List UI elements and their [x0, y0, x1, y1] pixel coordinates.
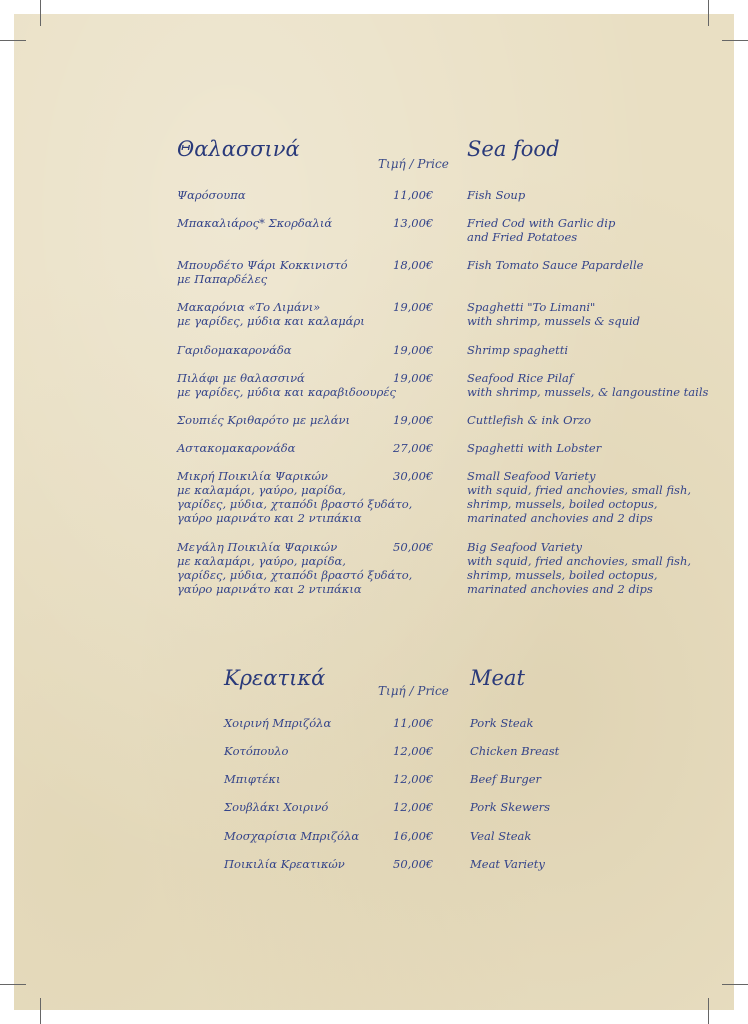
item-name-greek [177, 371, 396, 399]
item-name-english-line: with squid, fried anchovies, small fish, [467, 483, 692, 497]
item-price: 50,00€ [393, 857, 434, 871]
item-name-english-line: Chicken Breast [470, 744, 560, 758]
item-name-english-line: Cuttlefish & ink Orzo [467, 413, 592, 427]
item-name-english [467, 258, 643, 272]
item-name-english-line: Small Seafood Variety [467, 469, 596, 483]
item-price: 50,00€ [393, 540, 434, 554]
item-name-greek [224, 716, 331, 730]
item-name-greek [177, 413, 350, 427]
item-name-english-line: and Fried Potatoes [467, 230, 578, 244]
item-name-greek-line: με γαρίδες, μύδια και καλαμάρι [177, 314, 365, 328]
meat-title-greek: Κρεατικά [224, 666, 326, 690]
item-name-english [467, 441, 601, 455]
item-name-greek-line: Μοσχαρίσια Μπριζόλα [224, 829, 360, 843]
item-name-english-line: Big Seafood Variety [467, 540, 583, 554]
item-price: 16,00€ [393, 829, 434, 843]
item-name-english-line: Meat Variety [470, 857, 545, 871]
item-name-greek [177, 540, 412, 596]
item-name-english-line: with shrimp, mussels & squid [467, 314, 641, 328]
item-name-greek-line: Πιλάφι με θαλασσινά [177, 371, 305, 385]
item-name-greek [224, 800, 328, 814]
item-name-english [467, 216, 615, 244]
item-name-greek-line: Μεγάλη Ποικιλία Ψαρικών [177, 540, 338, 554]
item-name-english [470, 744, 559, 758]
item-price: 19,00€ [393, 300, 434, 314]
item-name-english-line: Fried Cod with Garlic dip [467, 216, 616, 230]
crop-mark [40, 0, 41, 26]
item-name-greek-line: Μικρή Ποικιλία Ψαρικών [177, 469, 328, 483]
item-price: 12,00€ [393, 744, 434, 758]
item-name-english [467, 343, 568, 357]
item-name-greek-line: γαρίδες, μύδια, χταπόδι βραστό ξυδάτο, [177, 497, 413, 511]
item-name-greek [177, 188, 246, 202]
item-name-english-line: Shrimp spaghetti [467, 343, 568, 357]
item-name-english-line: Fish Tomato Sauce Papardelle [467, 258, 644, 272]
item-name-greek-line: με καλαμάρι, γαύρο, μαρίδα, [177, 483, 346, 497]
item-name-english [467, 413, 591, 427]
item-name-greek [224, 772, 280, 786]
item-name-greek-line: Σουπιές Κριθαρότο με μελάνι [177, 413, 351, 427]
item-name-greek [177, 300, 365, 328]
item-name-greek-line: με Παπαρδέλες [177, 272, 268, 286]
item-price: 12,00€ [393, 772, 434, 786]
crop-mark [722, 40, 748, 41]
item-price: 18,00€ [393, 258, 434, 272]
seafood-title-english: Sea food [467, 137, 560, 161]
item-name-english-line: Pork Steak [470, 716, 534, 730]
item-name-greek-line: Αστακομακαρονάδα [177, 441, 296, 455]
item-name-english-line: Pork Skewers [470, 800, 551, 814]
item-name-english-line: Spaghetti "To Limani" [467, 300, 596, 314]
item-price: 11,00€ [393, 188, 434, 202]
item-name-greek [177, 469, 412, 525]
item-name-english-line: Fish Soup [467, 188, 526, 202]
item-name-english-line: shrimp, mussels, boiled octopus, [467, 568, 658, 582]
item-name-greek-line: Μπουρδέτο Ψάρι Κοκκινιστό [177, 258, 348, 272]
seafood-price-header: Τιμή / Price [378, 157, 449, 171]
item-name-greek-line: γαύρο μαρινάτο και 2 ντιπάκια [177, 582, 362, 596]
item-name-greek-line: Μπακαλιάρος* Σκορδαλιά [177, 216, 333, 230]
crop-mark [40, 998, 41, 1024]
item-name-english [470, 857, 545, 871]
item-price: 11,00€ [393, 716, 434, 730]
item-price: 27,00€ [393, 441, 434, 455]
item-name-greek-line: Μπιφτέκι [224, 772, 281, 786]
item-name-greek-line: Σουβλάκι Χοιρινό [224, 800, 329, 814]
item-name-english-line: marinated anchovies and 2 dips [467, 582, 653, 596]
item-name-english-line: with squid, fried anchovies, small fish, [467, 554, 692, 568]
item-name-english [467, 188, 525, 202]
item-name-english [467, 300, 640, 328]
item-name-greek [224, 829, 359, 843]
item-name-greek-line: Κοτόπουλο [224, 744, 289, 758]
item-name-english-line: Spaghetti with Lobster [467, 441, 602, 455]
item-name-greek [177, 441, 295, 455]
item-name-greek-line: Ψαρόσουπα [177, 188, 246, 202]
item-name-english [470, 829, 531, 843]
item-name-english [470, 716, 533, 730]
item-name-english [467, 469, 691, 525]
item-name-english [470, 772, 541, 786]
meat-price-header: Τιμή / Price [378, 684, 449, 698]
item-price: 19,00€ [393, 343, 434, 357]
item-name-greek-line: Ποικιλία Κρεατικών [224, 857, 345, 871]
item-price: 13,00€ [393, 216, 434, 230]
item-price: 19,00€ [393, 413, 434, 427]
crop-mark [708, 0, 709, 26]
meat-title-english: Meat [470, 666, 525, 690]
item-name-english-line: marinated anchovies and 2 dips [467, 511, 653, 525]
crop-mark [722, 984, 748, 985]
item-price: 12,00€ [393, 800, 434, 814]
item-name-greek [177, 343, 292, 357]
seafood-title-greek: Θαλασσινά [177, 137, 300, 161]
item-name-greek [224, 744, 289, 758]
item-name-english-line: shrimp, mussels, boiled octopus, [467, 497, 658, 511]
crop-mark [708, 998, 709, 1024]
crop-mark [0, 40, 26, 41]
item-name-english [467, 371, 708, 399]
crop-mark [0, 984, 26, 985]
item-name-greek-line: με καλαμάρι, γαύρο, μαρίδα, [177, 554, 346, 568]
item-name-greek-line: Γαριδομακαρονάδα [177, 343, 292, 357]
item-name-english-line: with shrimp, mussels, & langoustine tails [467, 385, 709, 399]
item-name-english [470, 800, 550, 814]
item-name-english-line: Beef Burger [470, 772, 541, 786]
item-name-greek [177, 258, 348, 286]
item-name-greek [177, 216, 332, 230]
item-price: 19,00€ [393, 371, 434, 385]
item-name-greek-line: Μακαρόνια «Το Λιμάνι» [177, 300, 321, 314]
item-name-english-line: Seafood Rice Pilaf [467, 371, 574, 385]
item-name-greek-line: Χοιρινή Μπριζόλα [224, 716, 332, 730]
item-name-english [467, 540, 691, 596]
item-name-english-line: Veal Steak [470, 829, 532, 843]
item-name-greek-line: γαρίδες, μύδια, χταπόδι βραστό ξυδάτο, [177, 568, 413, 582]
item-name-greek [224, 857, 345, 871]
item-name-greek-line: με γαρίδες, μύδια και καραβιδοουρές [177, 385, 396, 399]
item-name-greek-line: γαύρο μαρινάτο και 2 ντιπάκια [177, 511, 362, 525]
item-price: 30,00€ [393, 469, 434, 483]
